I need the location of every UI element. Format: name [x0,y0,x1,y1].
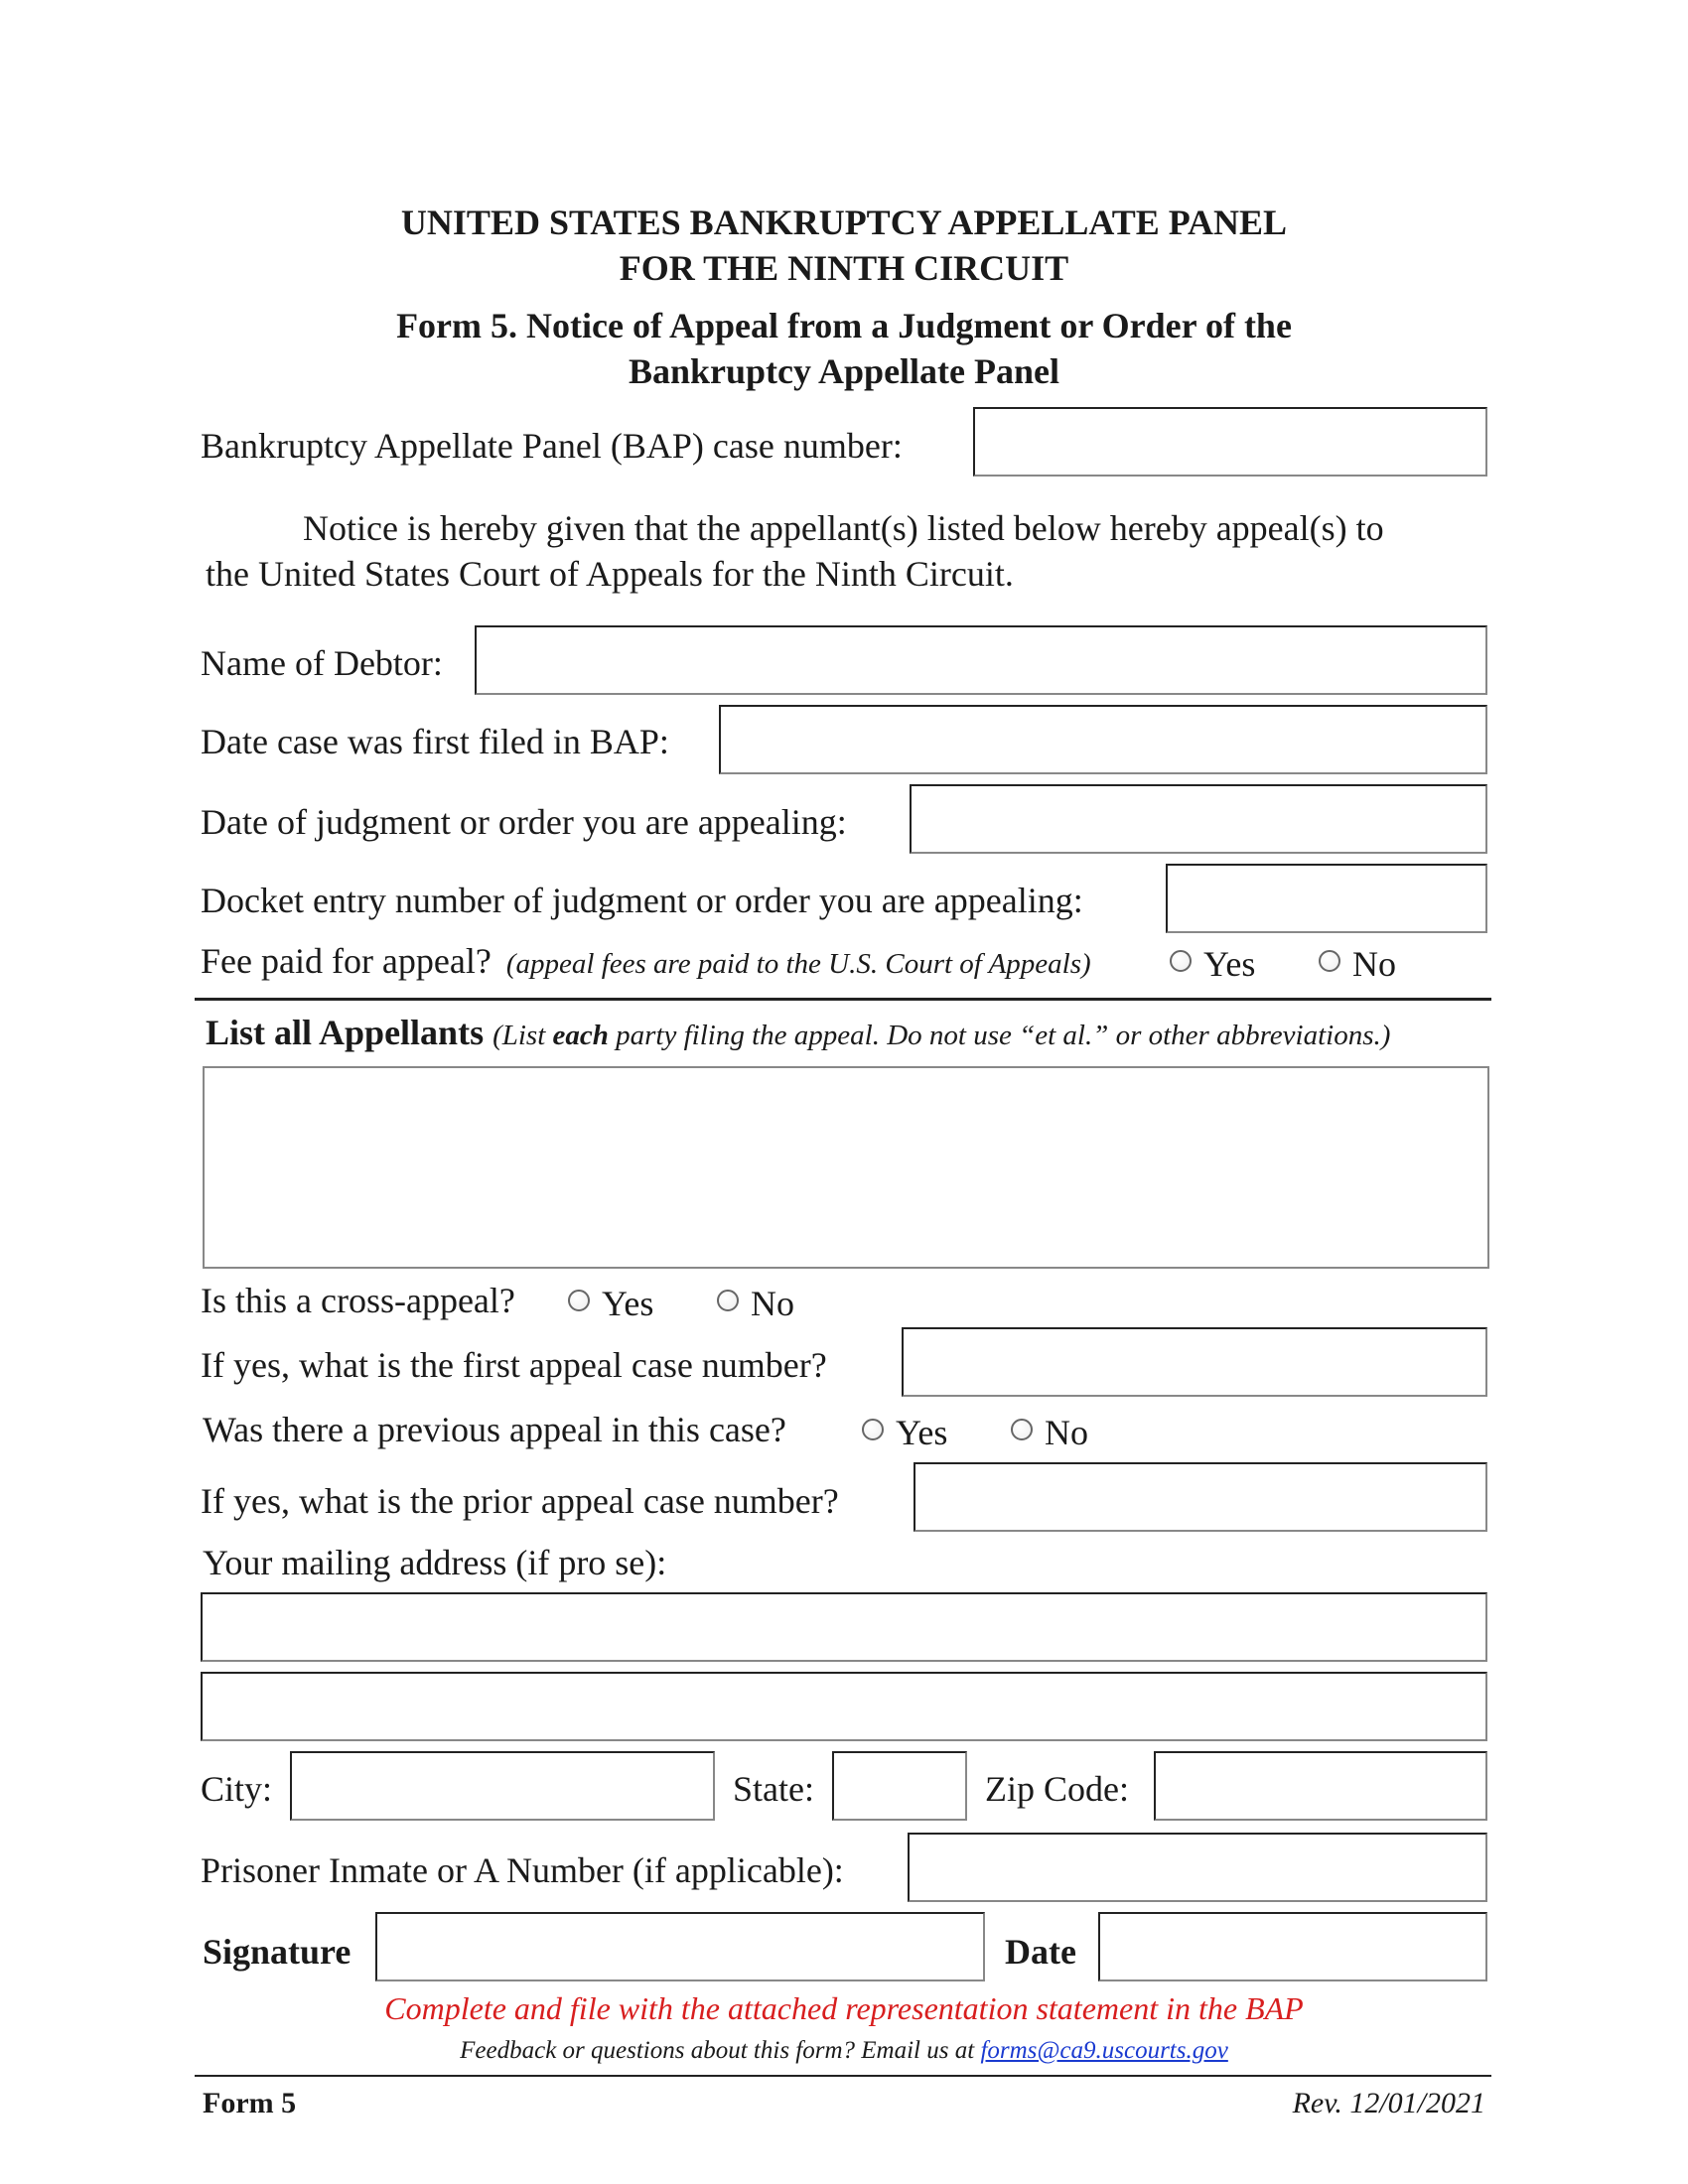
fee-paid-label: Fee paid for appeal? [201,941,492,981]
prisoner-number-input[interactable] [908,1833,1487,1902]
footer-divider [195,2075,1491,2077]
prisoner-number-label: Prisoner Inmate or A Number (if applicable): [201,1850,844,1890]
fee-paid-no-option[interactable] [1319,942,1396,986]
cross-appeal-yes-label: Yes [602,1284,654,1323]
cross-appeal-yes-radio[interactable] [568,1290,590,1311]
bap-case-number-input[interactable] [973,407,1487,477]
form-title-line2: Bankruptcy Appellate Panel [628,351,1060,391]
form-title: Form 5. Notice of Appeal from a Judgment or Order of the [396,306,1292,345]
notice-text-line1: Notice is hereby given that the appellant(s) listed below hereby appeal(s) to [303,508,1384,548]
date-first-filed-input[interactable] [719,705,1487,774]
previous-appeal-no-radio[interactable] [1011,1419,1033,1440]
feedback-line [0,2037,1688,2065]
fee-paid-note: (appeal fees are paid to the U.S. Court of Appeals) [505,948,1091,980]
prior-appeal-case-label: If yes, what is the prior appeal case number? [201,1481,839,1521]
notice-text-line2: the United States Court of Appeals for the Ninth Circuit. [206,554,1014,594]
footer-revision: Rev. 12/01/2021 [1292,2087,1485,2119]
prior-appeal-case-input[interactable] [914,1462,1487,1532]
previous-appeal-yes-label: Yes [896,1413,948,1452]
signature-input[interactable] [375,1912,985,1981]
date-first-filed-label: Date case was first filed in BAP: [201,722,669,761]
debtor-name-label: Name of Debtor: [201,643,443,683]
fee-paid-yes-option[interactable] [1170,942,1255,986]
appellants-note-post: party filing the appeal. Do not use “et al.” or other abbreviations.) [608,1020,1391,1051]
date-label: Date [1005,1932,1076,1972]
fee-paid-no-label: No [1352,944,1396,984]
fee-paid-no-radio[interactable] [1319,950,1340,972]
mailing-address-line1-input[interactable] [201,1592,1487,1662]
filing-instruction: Complete and file with the attached representation statement in the BAP [384,1990,1304,2026]
fee-paid-row [201,939,1091,986]
date-judgment-label: Date of judgment or order you are appealing: [201,802,847,842]
state-input[interactable] [832,1751,967,1821]
court-subtitle: FOR THE NINTH CIRCUIT [619,248,1069,288]
section-divider [195,998,1491,1001]
mailing-address-label: Your mailing address (if pro se): [203,1543,667,1582]
debtor-name-input[interactable] [475,625,1487,695]
city-label: City: [201,1769,273,1809]
court-title: UNITED STATES BANKRUPTCY APPELLATE PANEL [400,203,1288,242]
feedback-text: Feedback or questions about this form? Email us at [460,2037,981,2064]
zip-code-input[interactable] [1154,1751,1487,1821]
appellants-textarea[interactable] [203,1066,1489,1269]
date-input[interactable] [1098,1912,1487,1981]
fee-paid-yes-radio[interactable] [1170,950,1192,972]
previous-appeal-yes-option[interactable] [862,1411,947,1454]
city-input[interactable] [290,1751,715,1821]
appellants-note-pre: (List [492,1020,553,1051]
cross-appeal-no-radio[interactable] [717,1290,739,1311]
fee-paid-yes-label: Yes [1203,944,1256,984]
cross-appeal-label: Is this a cross-appeal? [201,1281,515,1320]
feedback-email-link[interactable]: forms@ca9.uscourts.gov [980,2037,1228,2064]
state-label: State: [733,1769,814,1809]
docket-entry-label: Docket entry number of judgment or order you are appealing: [201,881,1083,920]
appellants-heading-row [206,1011,1390,1057]
first-appeal-case-label: If yes, what is the first appeal case number? [201,1345,827,1385]
previous-appeal-label: Was there a previous appeal in this case? [203,1410,786,1449]
zip-code-label: Zip Code: [985,1769,1129,1809]
footer-form-name: Form 5 [203,2087,297,2119]
previous-appeal-no-label: No [1045,1413,1088,1452]
previous-appeal-yes-radio[interactable] [862,1419,884,1440]
mailing-address-line2-input[interactable] [201,1672,1487,1741]
cross-appeal-no-label: No [751,1284,794,1323]
appellants-note-emphasis: each [552,1020,609,1051]
signature-label: Signature [203,1932,352,1972]
previous-appeal-no-option[interactable] [1011,1411,1088,1454]
bap-case-number-label: Bankruptcy Appellate Panel (BAP) case number: [201,426,903,466]
docket-entry-input[interactable] [1166,864,1487,933]
cross-appeal-no-option[interactable] [717,1282,794,1325]
cross-appeal-yes-option[interactable] [568,1282,653,1325]
appellants-heading: List all Appellants [206,1013,485,1052]
date-judgment-input[interactable] [910,784,1487,854]
first-appeal-case-input[interactable] [902,1327,1487,1397]
